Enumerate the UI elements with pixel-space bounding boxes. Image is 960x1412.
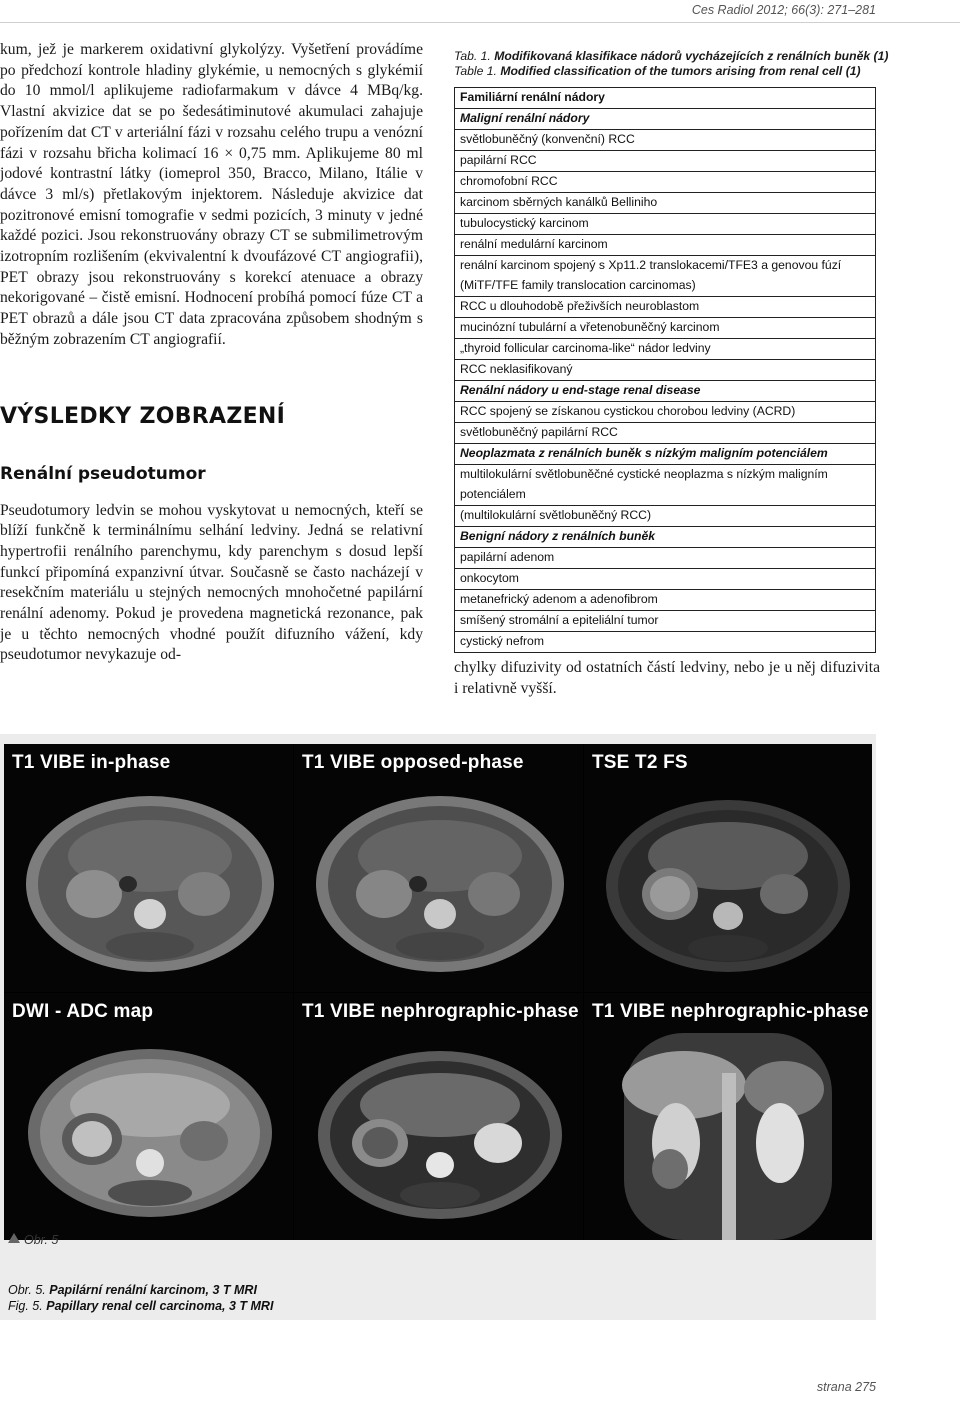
- table-cell: (multilokulární světlobuněčný RCC): [455, 506, 876, 527]
- table-row: [455, 297, 876, 318]
- table-caption-cz: Tab. 1. Modifikovaná klasifikace nádorů vycházejících z renálních buněk (1): [454, 49, 889, 63]
- table-row: [455, 569, 876, 590]
- table-row: [455, 109, 876, 130]
- mri-panel-label: T1 VIBE nephrographic-phase: [592, 1001, 869, 1022]
- mri-panel-label: T1 VIBE in-phase: [12, 752, 171, 773]
- table-cell: Renální nádory u end-stage renal disease: [455, 381, 876, 402]
- axial-abdomen-scan: [584, 744, 872, 992]
- table-cell: Maligní renální nádory: [455, 109, 876, 130]
- table-row: [455, 130, 876, 151]
- table-row: [455, 548, 876, 569]
- table-cell: multilokulární světlobuněčné cystické neoplazma s nízkým maligním: [455, 465, 876, 486]
- mri-panel-t1-nephrographic-axial: [294, 993, 583, 1240]
- axial-abdomen-scan: [294, 744, 583, 992]
- mri-panel-tse-t2-fs: [584, 744, 872, 992]
- table-caption: [454, 49, 889, 79]
- table-row: [455, 465, 876, 486]
- table-cell: Familiární renální nádory: [460, 90, 605, 104]
- table-cell: „thyroid follicular carcinoma-like“ nádor ledviny: [455, 339, 876, 360]
- axial-abdomen-scan: [4, 744, 293, 992]
- table-cell: chromofobní RCC: [455, 172, 876, 193]
- table-cell: papilární RCC: [455, 151, 876, 172]
- table-row: [455, 235, 876, 256]
- header-rule: [0, 22, 960, 23]
- section-heading: VÝSLEDKY ZOBRAZENÍ: [0, 403, 286, 429]
- figure-caption-en: Fig. 5. Papillary renal cell carcinoma, 3 T MRI: [8, 1299, 274, 1313]
- table-cell: onkocytom: [455, 569, 876, 590]
- table-cell: renální medulární karcinom: [455, 235, 876, 256]
- running-head: Ces Radiol 2012; 66(3): 271–281: [691, 3, 876, 17]
- table-cell: karcinom sběrných kanálků Belliniho: [455, 193, 876, 214]
- mri-panel-t1-in-phase: [4, 744, 293, 992]
- coronal-abdomen-scan: [584, 993, 872, 1240]
- table-cell: světlobuněčný papilární RCC: [455, 423, 876, 444]
- mri-panel-label: TSE T2 FS: [592, 752, 688, 773]
- table-cell: cystický nefrom: [455, 632, 876, 653]
- table-row: [455, 527, 876, 548]
- arrow-up-icon: [8, 1233, 20, 1243]
- table-cell: papilární adenom: [455, 548, 876, 569]
- table-cell: RCC spojený se získanou cystickou chorobou ledviny (ACRD): [455, 402, 876, 423]
- table-row: [455, 360, 876, 381]
- figure-reference: Obr. 5: [8, 1232, 58, 1248]
- table-row: [455, 214, 876, 235]
- page-number: strana 275: [816, 1380, 876, 1394]
- mri-panel-label: T1 VIBE opposed-phase: [302, 752, 524, 773]
- body-paragraph: Pseudotumory ledvin se mohou vyskytovat u nemocných, kteří se blíží funkčně k terminálnímu selhání ledviny. Jedná se relativní hypertrofii renálního parenchymu, kdy parenchym s dosud lepší funkcí připomíná expanzivní útvar. Současně se často nacházejí v resekčním materiálu u stejných nemocných mnohočetné papilární renální adenomy. Pokud je provedena magnetická rezonance, pak je u těchto nemocných vhodné použít difuzního vážení, kdy pseudotumor nevykazuje od-: [0, 501, 423, 664]
- mri-panel-label: DWI - ADC map: [12, 1001, 154, 1022]
- table-cell: metanefrický adenom a adenofibrom: [455, 590, 876, 611]
- table-row: [455, 444, 876, 465]
- mri-panel-t1-opposed-phase: [294, 744, 583, 992]
- table-row: [455, 276, 876, 297]
- table-cell: renální karcinom spojený s Xp11.2 translokacemi/TFE3 a genovou fúzí: [455, 256, 876, 277]
- left-column: [0, 40, 423, 666]
- table-row: [455, 402, 876, 423]
- body-paragraph: chylky difuzivity od ostatních částí ledviny, nebo je u něj difuzivita i relativně vyšší.: [454, 659, 880, 697]
- table-cell: mucinózní tubulární a vřetenobuněčný karcinom: [455, 318, 876, 339]
- table-cell: Neoplazmata z renálních buněk s nízkým maligním potenciálem: [455, 444, 876, 465]
- figure-caption-cz: Obr. 5. Papilární renální karcinom, 3 T MRI: [8, 1283, 257, 1297]
- mri-panel-label: T1 VIBE nephrographic-phase: [302, 1001, 579, 1022]
- table-row: [455, 339, 876, 360]
- table-row: [455, 381, 876, 402]
- table-row: [455, 151, 876, 172]
- mri-panel-t1-nephrographic-coronal: [584, 993, 872, 1240]
- table-row: [455, 256, 876, 277]
- table-cell: tubulocystický karcinom: [455, 214, 876, 235]
- table-cell: smíšený stromální a epiteliální tumor: [455, 611, 876, 632]
- table-row: [455, 485, 876, 506]
- table-row: [455, 193, 876, 214]
- figure-panel: [0, 734, 876, 1320]
- table-row: [455, 172, 876, 193]
- table-cell: RCC neklasifikovaný: [455, 360, 876, 381]
- body-paragraph: kum, jež je markerem oxidativní glykolýzy. Vyšetření provádíme po předchozí kontrole hladiny glykémie, u nemocných s glykémií do 10 mmol/l aplikujeme radiofarmakum v dávce 4 MBq/kg. Vlastní akvizice dat se po šedesátiminutové akumulaci zahajuje pořízením dat CT v arteriální fázi v rozsahu celého trupu a venózní fázi v rozsahu břicha kolimací 16 × 0,75 mm. Aplikujeme 80 ml jodové kontrastní látky (iomeprol 350, Bracco, Milano, Itálie v dávce 3 ml/s) přetlakovým injektorem. Následuje akvizice dat pozitronové emisní tomografie v sedmi pozicích, 3 minuty v jedné každé pozici. Jsou rekonstruovány obrazy CT se submilimetrovým izotropním rozlišením (ekvivalentní k dvoufázové CT angiografii), PET obrazy jsou rekonstruovány s korekcí atenuace a obrazy nekorigované – čistě emisní. Hodnocení probíhá pomocí fúze CT a PET obrazů a dále jsou CT data zpracována způsobem shodným s běžným zobrazením CT angiografií.: [0, 41, 423, 348]
- figure-caption: [8, 1282, 273, 1314]
- table-cell: světlobuněčný (konvenční) RCC: [455, 130, 876, 151]
- axial-abdomen-scan: [294, 993, 583, 1240]
- right-column: [454, 658, 880, 699]
- table-cell: (MiTF/TFE family translocation carcinomas): [460, 278, 696, 292]
- table-cell: potenciálem: [460, 487, 526, 501]
- table-row: [455, 506, 876, 527]
- classification-table: [454, 87, 876, 653]
- table-cell: Benigní nádory z renálních buněk: [455, 527, 876, 548]
- table-row: [455, 590, 876, 611]
- subsection-heading: Renální pseudotumor: [0, 463, 206, 484]
- table-row: [455, 632, 876, 653]
- table-row: [455, 88, 876, 109]
- mri-panel-dwi-adc: [4, 993, 293, 1240]
- mri-image-grid: [4, 744, 872, 1240]
- axial-abdomen-scan: [4, 993, 293, 1240]
- table-row: [455, 318, 876, 339]
- table-row: [455, 423, 876, 444]
- table-caption-en: Table 1. Modified classification of the tumors arising from renal cell (1): [454, 64, 861, 78]
- table-row: [455, 611, 876, 632]
- table-cell: RCC u dlouhodobě přeživších neuroblastom: [455, 297, 876, 318]
